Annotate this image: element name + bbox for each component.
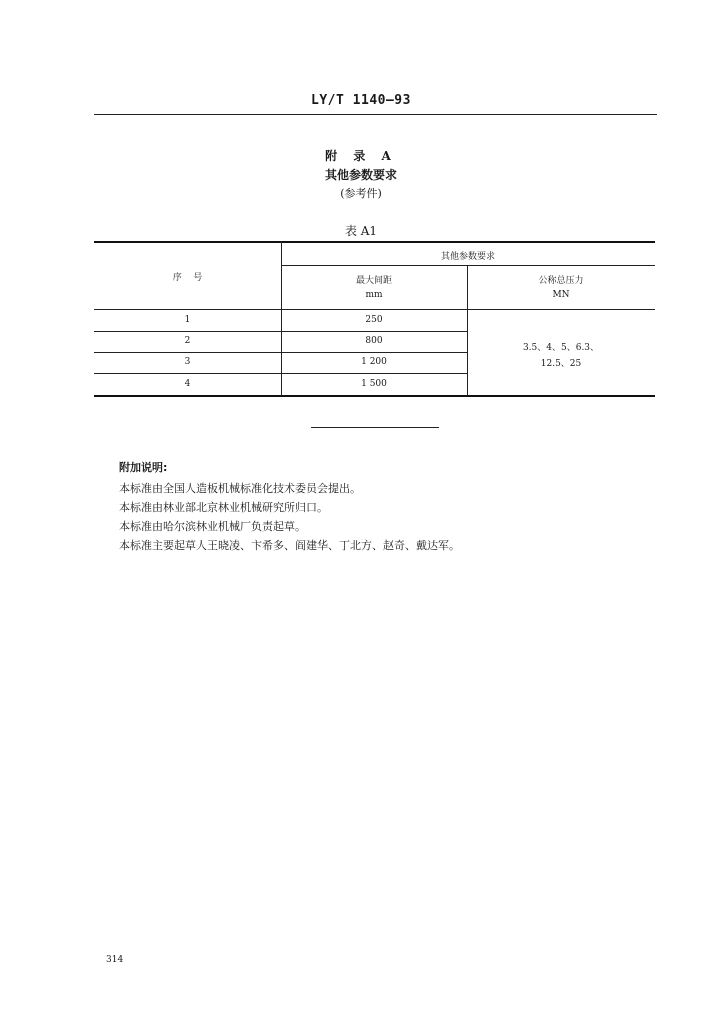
table-cell-max-opening: 1 500	[361, 379, 387, 389]
table-cell-index: 1	[184, 315, 191, 325]
table-cell-index: 3	[184, 357, 191, 367]
table-row-rule	[94, 373, 467, 374]
table-row-rule	[94, 352, 467, 353]
table-row-rule	[94, 331, 467, 332]
standard-code: LY/T 1140—93	[311, 93, 411, 108]
note-line: 本标准主要起草人王晓凌、卞希多、阎建华、丁北方、赵奇、戴达军。	[119, 539, 460, 552]
table-cell-max-opening: 800	[365, 336, 383, 346]
table-top-rule	[94, 241, 655, 243]
appendix-subtitle: 其他参数要求	[324, 168, 397, 182]
col-header-nominal-force-unit: MN	[552, 290, 570, 300]
col-header-nominal-force: 公称总压力	[538, 276, 584, 286]
table-col-rule	[467, 265, 468, 396]
table-cell-nominal-force-line1: 3.5、4、5、6.3、	[522, 343, 600, 353]
appendix-title: 附 录 A	[325, 149, 397, 163]
note-line: 本标准由林业部北京林业机械研究所归口。	[119, 501, 328, 514]
col-header-group: 其他参数要求	[440, 252, 495, 262]
table-caption: 表 A1	[344, 224, 378, 238]
note-line: 本标准由哈尔滨林业机械厂负责起草。	[119, 520, 306, 533]
table-cell-nominal-force-line2: 12.5、25	[540, 359, 582, 369]
page-number: 314	[106, 955, 124, 965]
table-cell-max-opening: 1 200	[361, 357, 387, 367]
col-header-index: 序 号	[172, 273, 203, 283]
note-line: 本标准由全国人造板机械标准化技术委员会提出。	[119, 482, 361, 495]
table-bottom-rule	[94, 395, 655, 397]
table-header-rule	[94, 309, 655, 310]
section-divider	[311, 427, 439, 428]
table-cell-max-opening: 250	[365, 315, 383, 325]
table-group-rule	[281, 265, 655, 266]
table-cell-index: 4	[184, 379, 191, 389]
col-header-max-opening: 最大间距	[355, 276, 392, 286]
table-cell-index: 2	[184, 336, 191, 346]
appendix-note: (参考件)	[340, 187, 382, 200]
col-header-max-opening-unit: mm	[365, 290, 383, 300]
table-col-rule	[281, 241, 282, 396]
header-rule	[94, 114, 657, 115]
notes-heading: 附加说明:	[119, 461, 168, 474]
